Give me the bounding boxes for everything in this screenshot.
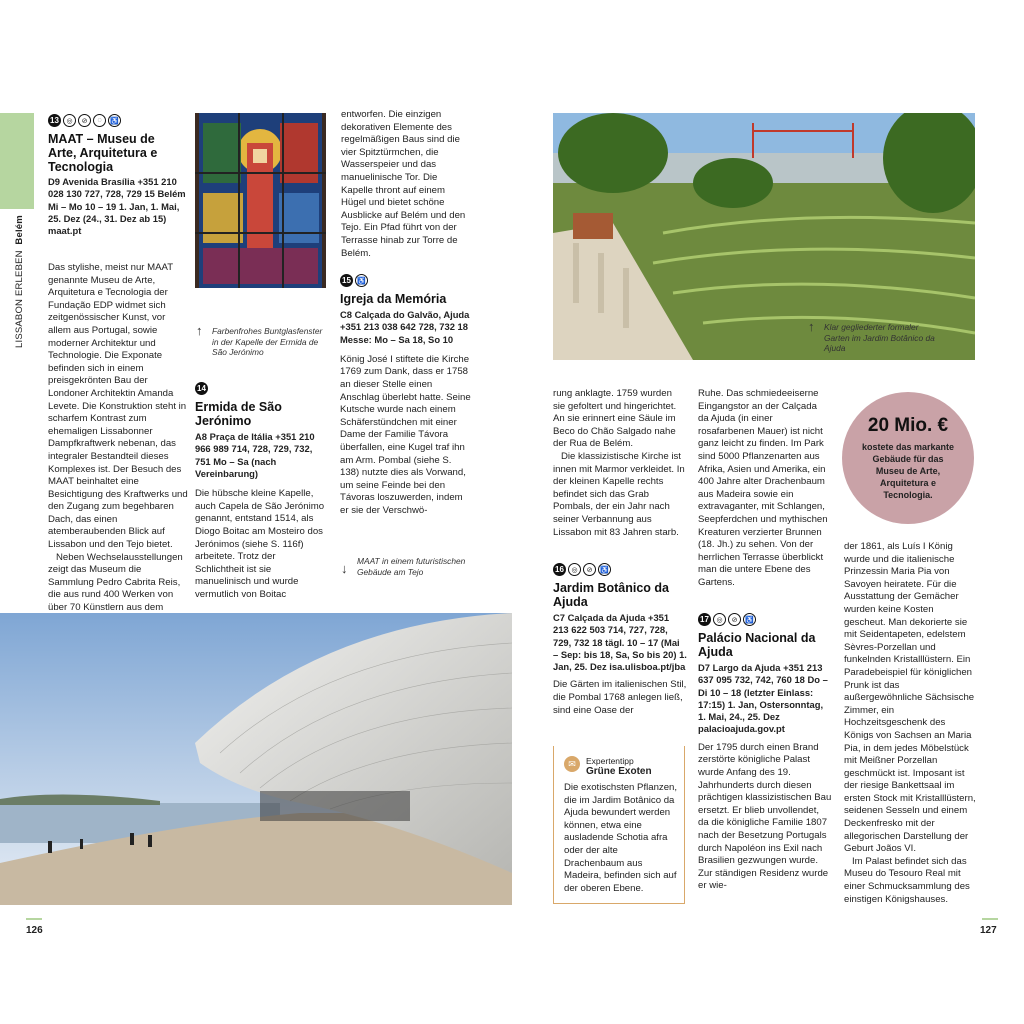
tip-title: Grüne Exoten — [586, 766, 652, 777]
section-tab — [0, 113, 34, 209]
wifi-icon: ◎ — [568, 563, 581, 576]
wheelchair-icon: ♿ — [598, 563, 611, 576]
wheelchair-icon: ♿ — [355, 274, 368, 287]
jardim-entry — [553, 561, 687, 717]
stat-text: kostete das markante Gebäude für das Museu de Arte, Arquitetura e Tecnologia. — [861, 442, 955, 500]
page-rule — [982, 918, 998, 920]
entry-info: D9 Avenida Brasília +351 210 028 130 727, 728, 729 15 Belém Mi – Mo 10 – 19 1. Jan, 1. Mai, 25. Dez (24., 31. Dez ab 15) maat.pt — [48, 176, 186, 237]
palacio-entry — [698, 611, 832, 893]
memoria-entry — [340, 272, 472, 518]
wheelchair-icon: ♿ — [108, 114, 121, 127]
entry-title: Palácio Nacional da Ajuda — [698, 631, 816, 659]
stat-circle — [842, 392, 974, 524]
no-photo-icon: ⊘ — [78, 114, 91, 127]
speech-bubble-icon: ✉ — [564, 756, 580, 772]
arrow-down-icon: ↓ — [341, 561, 348, 576]
wheelchair-icon: ♿ — [743, 613, 756, 626]
palacio-continued: der 1861, als Luís I König wurde und die italienische Prinzessin Maria Pia von Savoyen heiratete. Für die Ausstattung der Gemächer wurden keine Kosten gescheut. Man dekorierte sie mit Seidentapeten, edelstem Sèvres-Porzellan und funkelnden Kristalllüstern. Ein Paradebeispiel für königlichen Prunk ist das außergewöhnliche Sächsische Zimmer, ein Hochzeitsgeschenk des Königs von Sachsen an Maria Pia, in dem jedes Möbelstück mit Meißner Porzellan geschmückt ist. Imposant ist der riesige Bankettsaal im ersten Stock mit Kristalllüstern, seidenen Sesseln und einem Deckenfresko mit der allegorischen Darstellung der Geburt Joãos VI. Im Palast befindet sich das Museu do Tesouro Real mit einer Schmucksammlung des einstigen Königshauses. — [844, 541, 976, 905]
window-caption: ↑ Farbenfrohes Buntglasfenster in der Kapelle der Ermida de São Jerónimo — [196, 323, 323, 357]
expert-tip-box — [553, 746, 685, 904]
page-number: 126 — [26, 925, 43, 936]
entry-title: Igreja da Memória — [340, 292, 447, 306]
entry-body: Die Gärten im italienischen Stil, die Pombal 1768 anlegen ließ, sind eine Oase der — [553, 679, 687, 716]
entry-title: Ermida de São Jerónimo — [195, 400, 282, 428]
memoria-continued-2: rung anklagte. 1759 wurden sie gefoltert und hingerichtet. An sie erinnert eine Säule im Beco do Chão Salgado nahe der Rua de Belém. Die klassizistische Kirche ist innen mit Marmor verkleidet. In der kleinen Kapelle rechts befindet sich das Grab Pombals, der ein Jahr nach seiner Verbannung aus Lissabon mit 83 Jahren starb. — [553, 388, 685, 538]
no-photo-icon: ⊘ — [583, 563, 596, 576]
entry-body: Der 1795 durch einen Brand zerstörte königliche Palast wurde Anfang des 19. Jahrhunderts durch diesen prächtigen klassizistischen Bau ersetzt. Er blieb unvollendet, da die königliche Familie 1807 nach der Besetzung Portugals durch Napoléon ins Exil nach Brasilien gezwungen wurde. Zur ständigen Residenz wurde er wie- — [698, 741, 832, 892]
maat-caption: ↓ MAAT in einem futuristischen Gebäude am Tejo — [341, 556, 466, 577]
entry-info: C7 Calçada da Ajuda +351 213 622 503 714, 727, 728, 729, 732 18 tägl. 10 – 17 (Mai – Sep: bis 18, Sa, So bis 20) 1. Jan, 25. Dez isa.ulisboa.pt/jba — [553, 612, 687, 673]
section-label: LISSABON ERLEBEN Belém — [14, 215, 25, 348]
maat-building-photo — [0, 613, 512, 905]
entry-title: MAAT – Museu de Arte, Arquitetura e Tecnologia — [48, 132, 158, 174]
wifi-icon: ◎ — [713, 613, 726, 626]
garden-caption: ↑ Klar gegliederter formaler Garten im Jardim Botânico da Ajuda — [808, 319, 935, 353]
entry-body: Die hübsche kleine Kapelle, auch Capela de São Jerónimo genannt, entstand 1514, als Diogo Boitac am Mosteiro dos Jerónimos (siehe S. 116f) arbeitete. Trotz der Schlichtheit ist sie manuelinisch und wurde vermutlich von Boitac — [195, 488, 325, 600]
stained-glass-photo — [195, 113, 326, 288]
entry-number: 13 — [48, 114, 61, 127]
arrow-up-icon: ↑ — [808, 319, 815, 334]
ermida-entry — [195, 380, 327, 602]
entry-number: 14 — [195, 382, 208, 395]
page-number: 127 — [980, 925, 997, 936]
jardim-continued: Ruhe. Das schmiedeeiserne Eingangstor an der Calçada da Ajuda (in einer rosafarbenen Mauer) ist nicht ganz leicht zu finden. Im Park sind 5000 Pflanzenarten aus Afrika, Asien und Amerika, ein 400 Jahre alter Drachenbaum aus Madeira sowie ein extravaganter, mit Schlangen, Seepferdchen und mythischen Kreaturen verzierter Brunnen (18. Jh.) zu sehen. Von der herrlichen Terrasse überblickt man die untere Ebene des Gartens. — [698, 388, 828, 588]
entry-number: 15 — [340, 274, 353, 287]
no-photo-icon: ⊘ — [728, 613, 741, 626]
entry-info: D7 Largo da Ajuda +351 213 637 095 732, 742, 760 18 Do – Di 10 – 18 (letzter Einlass: 17:15) 1. Jan, Ostersonntag, 1. Mai, 24., 25. Dez palacioajuda.gov.pt — [698, 662, 828, 735]
entry-number: 17 — [698, 613, 711, 626]
entry-number: 16 — [553, 563, 566, 576]
tip-label: Expertentipp — [586, 756, 634, 766]
coffee-icon: ◌ — [93, 114, 106, 127]
maat-body: Das stylishe, meist nur MAAT genannte Museu de Arte, Arquitetura e Tecnologia der Fundação EDP widmet sich zeitgenössischer Kunst, vor allem aus Portugal, sowie moderner Architektur und Technologie. Die Exponate befinden sich in einem preisgekrönten Bau der Londoner Architektin Amanda Levete. Die Konstruktion steht in scharfem Kontrast zum ehemaligen Lissabonner Dampfkraftwerk nebenan, das integraler Bestandteil dieses Komplexes ist. Der Besuch des MAAT beinhaltet eine Besichtigung des Kraftwerks und den Zugang zum begehbaren Dach, das einen atemberaubenden Blick auf Lissabon und den Tejo bietet. Neben Wechselausstellungen zeigt das Museum die Sammlung Pedro Cabrita Reis, die aus rund 400 Werken von über 70 Künstlern aus dem — [48, 262, 188, 614]
arrow-up-icon: ↑ — [196, 323, 203, 338]
page-rule — [26, 918, 42, 920]
maat-entry — [48, 112, 186, 237]
entry-info: C8 Calçada do Galvão, Ajuda +351 213 038 642 728, 732 18 Messe: Mo – Sa 18, So 10 — [340, 309, 470, 345]
memoria-continued: entworfen. Die einzigen dekorativen Elemente des regelmäßigen Baus sind die vier Spitztürmchen, die Wasserspeier und das manuelinische Tor. Die Kapelle thront auf einem Hügel und bietet schöne Ausblicke auf Belém und den Tejo. Ein Pfad führt von der Terrasse hinab zur Torre de Belém. — [341, 109, 466, 259]
entry-title: Jardim Botânico da Ajuda — [553, 581, 669, 609]
entry-info: A8 Praça de Itália +351 210 966 989 714, 728, 729, 732, 751 Mo – Sa (nach Vereinbarung) — [195, 431, 315, 479]
entry-body: König José I stiftete die Kirche 1769 zum Dank, dass er 1758 an dieser Stelle einen Anschlag überlebt hatte. Seine Kutsche wurde nach einem Schäferstündchen mit einer Dame der Familie Távora überfallen, eine Kugel traf ihn am Arm. Pombal (siehe S. 138) nutzte dies als Vorwand, um seine Feinde bei den Távoras loszuwerden, indem er sie der Verschwö- — [340, 353, 471, 517]
stat-value: 20 Mio. € — [867, 415, 949, 436]
wifi-icon: ◎ — [63, 114, 76, 127]
tip-body: Die exotischsten Pflanzen, die im Jardim Botânico da Ajuda bewundert werden können, etwa eine ausladende Schotia afra oder der alte Drachenbaum aus Madeira, befinden sich auf der oberen Ebene. — [564, 782, 678, 894]
